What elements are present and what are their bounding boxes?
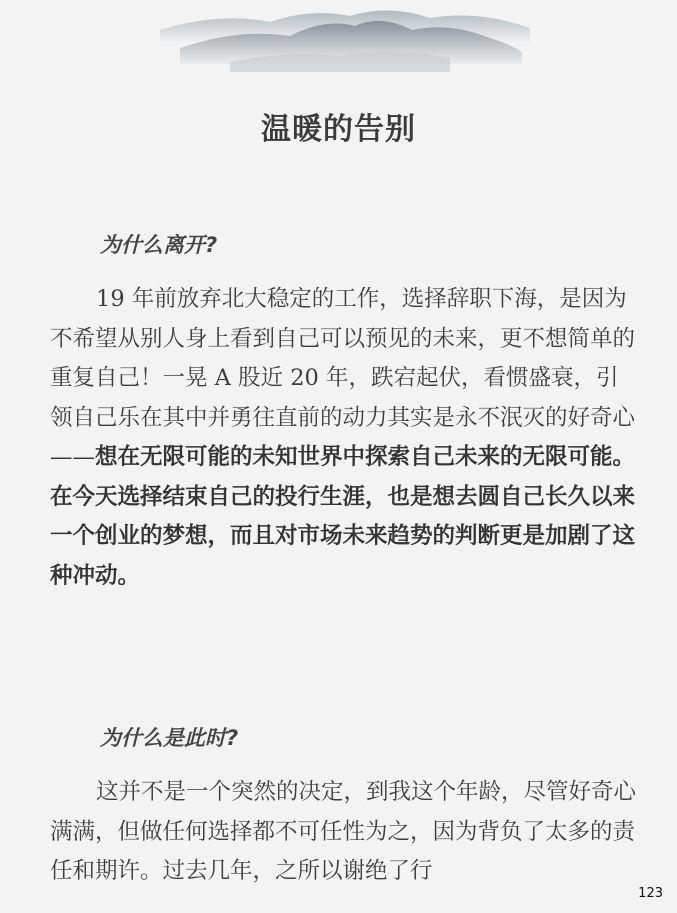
page-number: 123 <box>638 886 663 901</box>
article-title: 温暖的告别 <box>261 112 416 147</box>
paragraph-plain-text: 这并不是一个突然的决定，到我这个年龄，尽管好奇心满满，但做任何选择都不可任性为之，因为背负了太多的责任和期许。过去几年，之所以谢绝了行 <box>50 779 637 884</box>
section-paragraph-why-now <box>50 773 640 892</box>
section-paragraph-why-leave <box>50 280 640 596</box>
mountain-ink-illustration <box>150 0 540 75</box>
section-heading-why-leave: 为什么离开? <box>100 233 218 257</box>
paragraph-plain-text: 19 年前放弃北大稳定的工作，选择辞职下海，是因为不希望从别人身上看到自己可以预见的未来，更不想简单的重复自己！一晃 A 股近 20 年，跌宕起伏，看惯盛衰，引领自己乐在其中并勇往直前的动力其实是永不泯灭的好奇心—— <box>50 286 636 470</box>
paragraph-bold-text: 想在无限可能的未知世界中探索自己未来的无限可能。在今天选择结束自己的投行生涯，也是想去圆自己长久以来一个创业的梦想，而且对市场未来趋势的判断更是加剧了这种冲动。 <box>50 444 636 589</box>
section-heading-why-now: 为什么是此时? <box>100 726 239 750</box>
